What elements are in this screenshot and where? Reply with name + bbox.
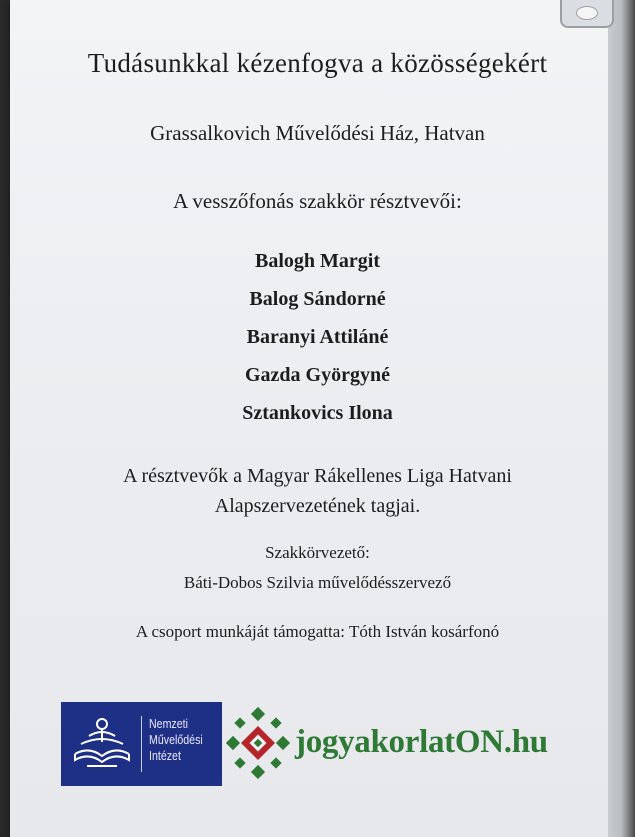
nmi-name-line: Művelődési <box>149 733 203 747</box>
nmi-emblem-icon <box>67 714 137 774</box>
jogyakorlaton-logo-text: jogyakorlatON.hu <box>295 724 548 760</box>
nmi-name-line: Nemzeti <box>149 717 188 731</box>
participant-name: Gazda Györgyné <box>245 364 390 386</box>
participant-name: Balog Sándorné <box>249 288 386 310</box>
participant-name: Sztankovics Ilona <box>242 402 393 424</box>
folk-pattern-icon <box>226 707 290 779</box>
nmi-name <box>149 716 203 764</box>
membership-note <box>0 461 635 521</box>
nmi-logo <box>61 702 222 786</box>
membership-line: A résztvevők a Magyar Rákellenes Liga Hatvani <box>123 465 512 487</box>
mounting-bracket <box>560 0 614 28</box>
venue-line: Grassalkovich Művelődési Ház, Hatvan <box>150 121 485 145</box>
participant-name: Baranyi Attiláné <box>246 326 389 348</box>
support-line: A csoport munkáját támogatta: Tóth István kosárfonó <box>135 622 500 641</box>
participant-list <box>0 248 635 438</box>
sign-title: Tudásunkkal kézenfogva a közösségekért <box>87 48 548 78</box>
participant-name: Balogh Margit <box>255 250 380 272</box>
nmi-divider <box>141 716 142 772</box>
leader-name: Báti-Dobos Szilvia művelődésszervező <box>183 573 452 592</box>
leader-label: Szakkörvezető: <box>265 543 370 562</box>
nmi-name-line: Intézet <box>149 749 181 763</box>
participants-intro: A vesszőfonás szakkör résztvevői: <box>173 189 462 213</box>
membership-line: Alapszervezetének tagjai. <box>214 495 421 517</box>
